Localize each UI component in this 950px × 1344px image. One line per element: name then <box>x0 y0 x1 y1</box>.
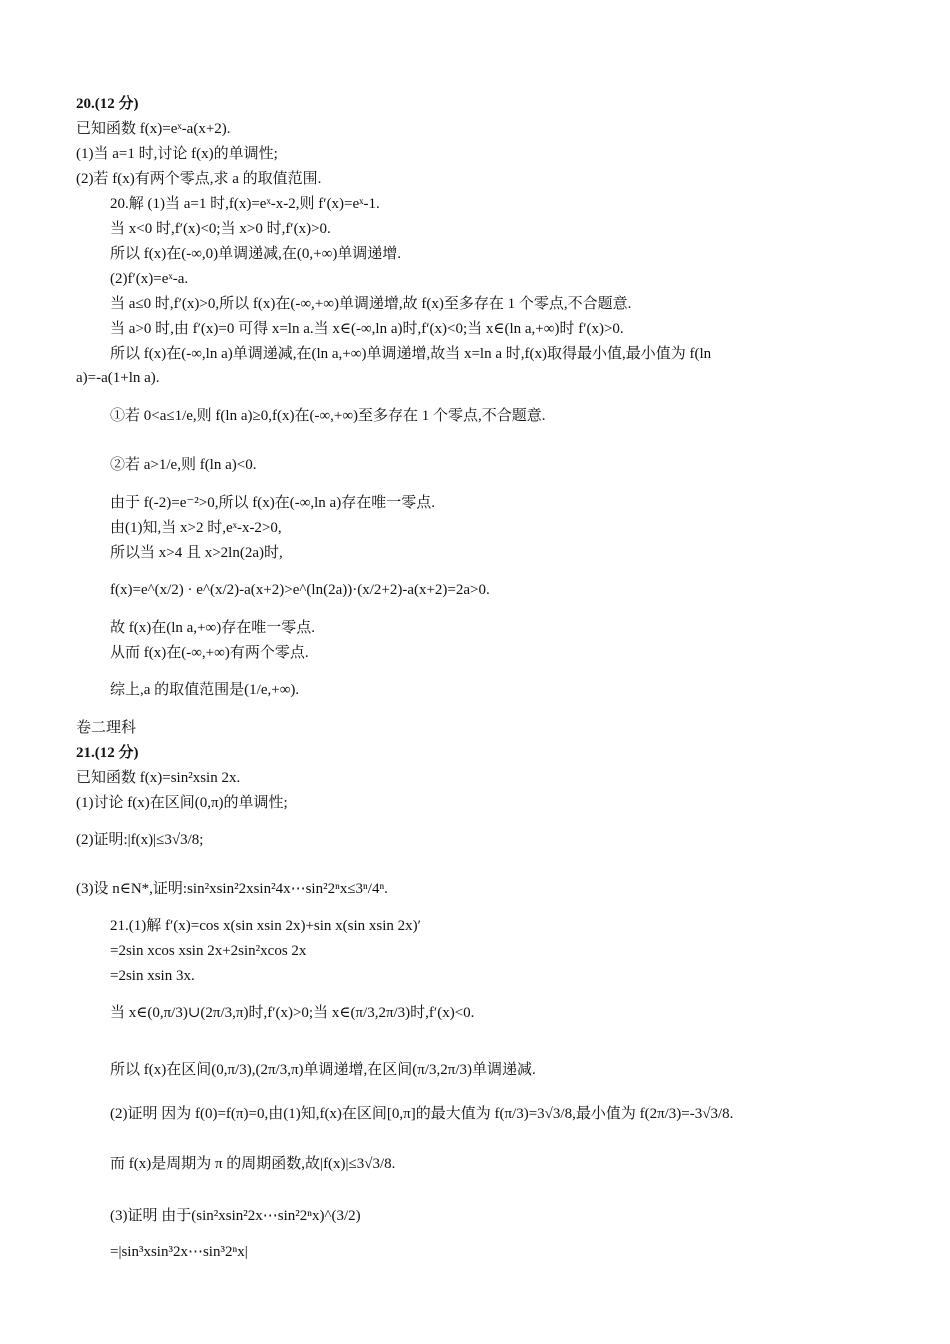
section-heading: 卷二理科 <box>76 720 137 736</box>
solution-21-line: 当 x∈(0,π/3)∪(2π/3,π)时,f′(x)>0;当 x∈(π/3,2π/3)时,f′(x)<0. <box>110 1005 475 1021</box>
solution-20-line: (2)f′(x)=eˣ-a. <box>110 271 189 287</box>
problem-21-part-2: (2)证明:|f(x)|≤3√3/8; <box>76 832 204 848</box>
problem-21-part-3: (3)设 n∈N*,证明:sin²xsin²2xsin²4x⋯sin²2ⁿx≤3ⁿ/4ⁿ. <box>76 881 388 897</box>
solution-21-line: (3)证明 由于(sin²xsin²2x⋯sin²2ⁿx)^(3/2) <box>110 1208 361 1224</box>
solution-20-line: 当 a>0 时,由 f′(x)=0 可得 x=ln a.当 x∈(-∞,ln a)时,f′(x)<0;当 x∈(ln a,+∞)时 f′(x)>0. <box>110 321 624 337</box>
solution-20-line: 从而 f(x)在(-∞,+∞)有两个零点. <box>110 645 309 661</box>
solution-20-line: 所以当 x>4 且 x>2ln(2a)时, <box>110 545 283 561</box>
solution-20-line: 当 x<0 时,f′(x)<0;当 x>0 时,f′(x)>0. <box>110 221 331 237</box>
solution-20-line: 由于 f(-2)=e⁻²>0,所以 f(x)在(-∞,ln a)存在唯一零点. <box>110 495 435 511</box>
solution-20-case-1: ①若 0<a≤1/e,则 f(ln a)≥0,f(x)在(-∞,+∞)至多存在 1 个零点,不合题意. <box>110 408 546 424</box>
problem-20-statement: 已知函数 f(x)=eˣ-a(x+2). <box>76 121 231 137</box>
solution-21-line: (2)证明 因为 f(0)=f(π)=0,由(1)知,f(x)在区间[0,π]的最大值为 f(π/3)=3√3/8,最小值为 f(2π/3)=-3√3/8. <box>110 1106 734 1122</box>
solution-20-line: 所以 f(x)在(-∞,0)单调递减,在(0,+∞)单调递增. <box>110 246 402 262</box>
problem-20-part-1: (1)当 a=1 时,讨论 f(x)的单调性; <box>76 146 278 162</box>
solution-20-case-2: ②若 a>1/e,则 f(ln a)<0. <box>110 457 257 473</box>
solution-21-line: 所以 f(x)在区间(0,π/3),(2π/3,π)单调递增,在区间(π/3,2π/3)单调递减. <box>110 1062 536 1078</box>
problem-21-header: 21.(12 分) <box>76 745 139 761</box>
solution-21-line: =|sin³xsin³2x⋯sin³2ⁿx| <box>110 1244 248 1260</box>
problem-21-part-1: (1)讨论 f(x)在区间(0,π)的单调性; <box>76 795 288 811</box>
solution-21-line: 21.(1)解 f′(x)=cos x(sin xsin 2x)+sin x(sin xsin 2x)′ <box>110 918 421 934</box>
solution-20-line: 由(1)知,当 x>2 时,eˣ-x-2>0, <box>110 520 282 536</box>
problem-20-header: 20.(12 分) <box>76 96 139 112</box>
solution-20-conclusion: 综上,a 的取值范围是(1/e,+∞). <box>110 682 300 698</box>
solution-21-line: =2sin xcos xsin 2x+2sin²xcos 2x <box>110 943 307 959</box>
solution-21-line: 而 f(x)是周期为 π 的周期函数,故|f(x)|≤3√3/8. <box>110 1156 396 1172</box>
problem-20-part-2: (2)若 f(x)有两个零点,求 a 的取值范围. <box>76 171 322 187</box>
solution-20-line: 20.解 (1)当 a=1 时,f(x)=eˣ-x-2,则 f′(x)=eˣ-1. <box>110 196 380 212</box>
solution-20-line: 故 f(x)在(ln a,+∞)存在唯一零点. <box>110 620 315 636</box>
solution-20-line: 当 a≤0 时,f′(x)>0,所以 f(x)在(-∞,+∞)单调递增,故 f(x)至多存在 1 个零点,不合题意. <box>110 296 632 312</box>
solution-20-line: f(x)=e^(x/2) · e^(x/2)-a(x+2)>e^(ln(2a))·(x/2+2)-a(x+2)=2a>0. <box>110 582 490 598</box>
problem-21-statement: 已知函数 f(x)=sin²xsin 2x. <box>76 770 241 786</box>
solution-21-line: =2sin xsin 3x. <box>110 968 195 984</box>
solution-20-line: a)=-a(1+ln a). <box>76 370 160 386</box>
solution-20-line: 所以 f(x)在(-∞,ln a)单调递减,在(ln a,+∞)单调递增,故当 x=ln a 时,f(x)取得最小值,最小值为 f(ln <box>110 346 712 362</box>
